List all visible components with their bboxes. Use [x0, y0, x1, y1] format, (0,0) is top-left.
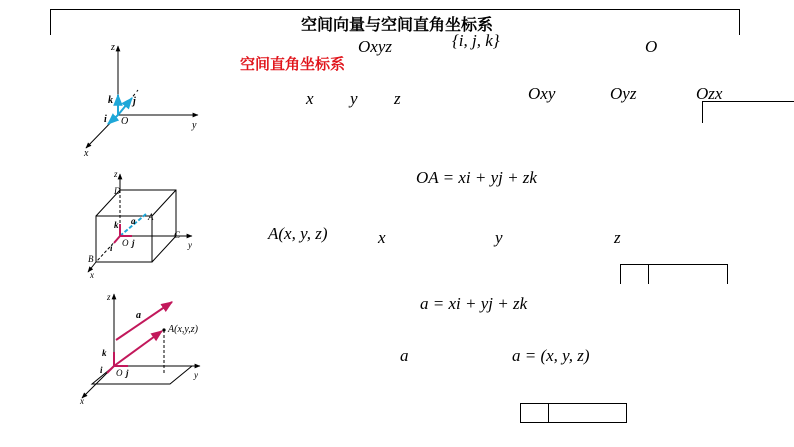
svg-text:y: y — [188, 240, 192, 250]
fig1-o: O — [121, 116, 129, 127]
axis-y-label: y — [350, 89, 358, 108]
section-subtitle: 空间直角坐标系 — [240, 55, 346, 73]
svg-text:i: i — [110, 243, 113, 253]
svg-text:j: j — [126, 368, 129, 378]
unit-vector-i — [108, 115, 118, 124]
svg-text:y: y — [194, 370, 198, 380]
origin-label: O — [645, 37, 658, 56]
svg-text:x: x — [80, 396, 84, 406]
figure-coordinate-axes — [80, 40, 210, 158]
unit-vector-j — [118, 98, 132, 115]
plane-oxy-label: Oxy — [528, 84, 556, 103]
blank-box-1 — [702, 101, 794, 123]
svg-text:D: D — [114, 186, 121, 196]
svg-text:B: B — [88, 254, 94, 264]
fig1-j: j — [133, 96, 136, 107]
svg-text:z: z — [114, 169, 118, 179]
vector-oa-formula: OA = xi + yj + zk — [416, 168, 537, 187]
fig1-i: i — [104, 114, 107, 125]
svg-text:O: O — [116, 368, 123, 378]
fig1-y: y — [192, 120, 197, 131]
xoy-plane — [92, 366, 192, 384]
coord-z: z — [614, 228, 621, 247]
fig1-z: z — [111, 42, 115, 53]
svg-text:k: k — [114, 220, 119, 230]
svg-text:O: O — [122, 238, 129, 248]
blank-box-2-divider — [648, 264, 649, 284]
page-title: 空间向量与空间直角坐标系 — [300, 15, 493, 34]
svg-text:x: x — [90, 270, 94, 280]
vector-a-formula: a = xi + yj + zk — [420, 294, 528, 313]
plane-ozx-label: Ozx — [696, 84, 723, 103]
vector-a-symbol: a — [400, 346, 409, 365]
figure-cube — [84, 168, 200, 280]
svg-text:C: C — [174, 230, 181, 240]
vector-a-coords: a = (x, y, z) — [512, 346, 590, 365]
blank-box-3 — [520, 403, 627, 423]
fig1-k: k — [108, 95, 113, 106]
basis-label: {i, j, k} — [452, 31, 500, 50]
figure-vector-point — [74, 290, 214, 404]
axis-x-label: x — [306, 89, 314, 108]
vector-a — [116, 302, 172, 340]
svg-text:a: a — [136, 310, 141, 321]
svg-text:k: k — [102, 348, 107, 358]
fig1-x: x — [84, 148, 89, 159]
point-a-coords: A(x, y, z) — [268, 224, 328, 243]
svg-text:z: z — [107, 292, 111, 302]
coord-x: x — [378, 228, 386, 247]
plane-oyz-label: Oyz — [610, 84, 637, 103]
coord-y: y — [495, 228, 503, 247]
svg-text:A: A — [148, 212, 154, 222]
axis-z-label: z — [394, 89, 401, 108]
svg-text:j: j — [132, 238, 135, 248]
coord-system-label: Oxyz — [358, 37, 392, 56]
blank-box-2 — [620, 264, 728, 284]
svg-text:a: a — [131, 216, 136, 226]
svg-text:i: i — [100, 365, 103, 375]
svg-text:A(x,y,z): A(x,y,z) — [168, 324, 198, 335]
blank-box-3-divider — [548, 403, 549, 423]
